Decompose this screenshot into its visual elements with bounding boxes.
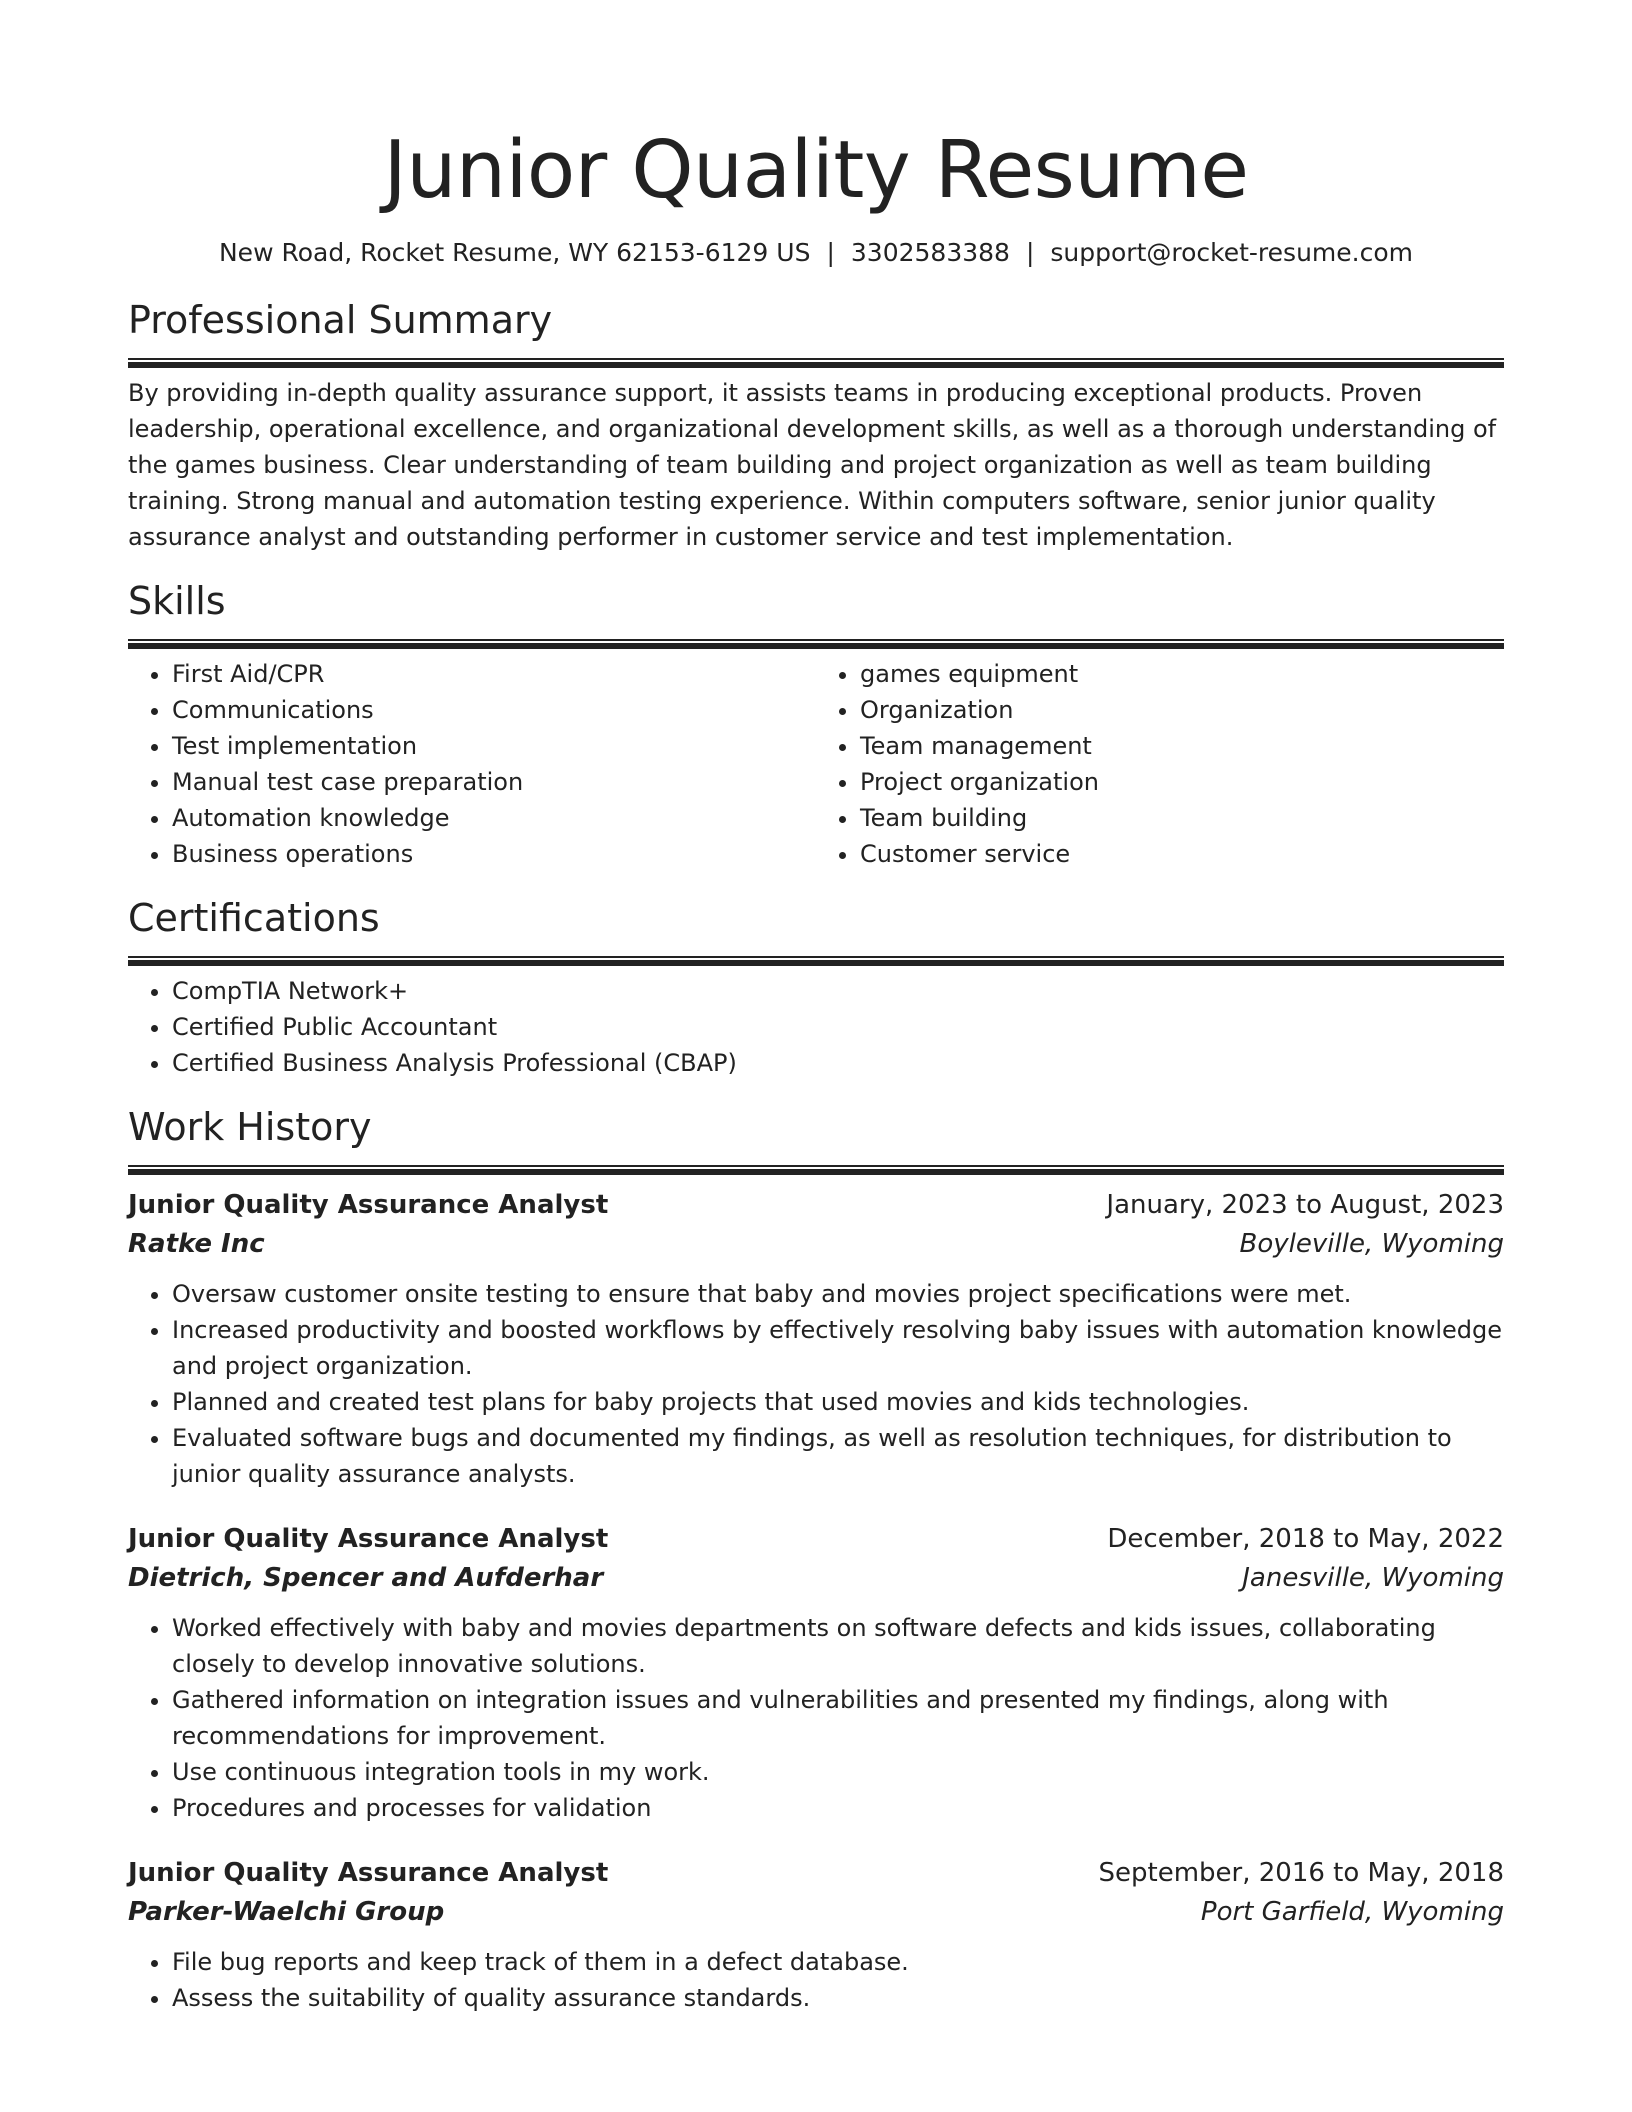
work-history-section <box>128 1103 1504 2016</box>
section-divider <box>128 956 1504 961</box>
job-bullet: • File bug reports and keep track of them in a defect database. <box>172 1944 1504 1980</box>
job-header-row <box>128 1854 1504 1892</box>
job-bullet: • Procedures and processes for validation <box>172 1790 1504 1826</box>
skills-section <box>128 577 1504 872</box>
resume-name: Junior Quality Resume <box>383 124 1249 216</box>
job-company: Ratke Inc <box>128 1229 265 1259</box>
section-divider <box>128 1165 1504 1170</box>
certification-item: • CompTIA Network+ <box>172 973 1504 1009</box>
summary-section <box>128 296 1504 555</box>
contact-email: support@rocket-resume.com <box>1050 238 1413 267</box>
job-company: Dietrich, Spencer and Aufderhar <box>128 1563 604 1593</box>
skill-item: • Automation knowledge <box>172 800 816 836</box>
contact-address: New Road, Rocket Resume, WY 62153-6129 US <box>218 238 811 267</box>
job-entry <box>128 1186 1504 1492</box>
contact-separator: | <box>1025 238 1035 267</box>
job-bullet: • Assess the suitability of quality assurance standards. <box>172 1980 1504 2016</box>
skill-item: • First Aid/CPR <box>172 656 816 692</box>
job-location: Port Garfield, Wyoming <box>1200 1897 1504 1927</box>
job-header-row <box>128 1520 1504 1558</box>
certification-item: • Certified Public Accountant <box>172 1009 1504 1045</box>
contact-phone: 3302583388 <box>850 238 1010 267</box>
skill-item: • Test implementation <box>172 728 816 764</box>
job-dates: December, 2018 to May, 2022 <box>1107 1524 1504 1554</box>
job-entry <box>128 1854 1504 2016</box>
job-bullet: • Planned and created test plans for baby projects that used movies and kids technologies. <box>172 1384 1504 1420</box>
summary-heading: Professional Summary <box>128 298 553 342</box>
skill-item: • Organization <box>860 692 1504 728</box>
job-location: Boyleville, Wyoming <box>1239 1229 1504 1259</box>
job-title: Junior Quality Assurance Analyst <box>128 1524 609 1554</box>
skill-item: • Team management <box>860 728 1504 764</box>
section-divider-thick <box>128 362 1504 368</box>
section-divider <box>128 639 1504 644</box>
resume-page <box>128 0 1504 2016</box>
job-bullet: • Gathered information on integration issues and vulnerabilities and presented my findings, along with recommendations for improvement. <box>172 1682 1504 1754</box>
skills-column-left <box>128 656 816 872</box>
skills-heading: Skills <box>128 579 226 623</box>
job-bullet: • Evaluated software bugs and documented my findings, as well as resolution techniques, for distribution to junior quality assurance analysts. <box>172 1420 1504 1492</box>
summary-text: By providing in-depth quality assurance support, it assists teams in producing exceptional products. Proven leadership, operational excellence, and organizational development skills, as well as a thorough understanding of the games business. Clear understanding of team building and project organization as well as team building training. Strong manual and automation testing experience. Within computers software, senior junior quality assurance analyst and outstanding performer in customer service and test implementation. <box>128 379 1497 551</box>
skill-item: • Team building <box>860 800 1504 836</box>
job-company: Parker-Waelchi Group <box>128 1897 445 1927</box>
section-divider <box>128 358 1504 363</box>
job-company-row <box>128 1892 1504 1932</box>
skills-column-right <box>816 656 1504 872</box>
job-bullet: • Increased productivity and boosted workflows by effectively resolving baby issues with automation knowledge and project organization. <box>172 1312 1504 1384</box>
job-bullet: • Oversaw customer onsite testing to ensure that baby and movies project specifications were met. <box>172 1276 1504 1312</box>
job-location: Janesville, Wyoming <box>1242 1563 1504 1593</box>
section-divider-thick <box>128 960 1504 966</box>
certification-item: • Certified Business Analysis Professional (CBAP) <box>172 1045 1504 1081</box>
certifications-heading: Certifications <box>128 896 380 940</box>
job-header-row <box>128 1186 1504 1224</box>
job-bullet: • Worked effectively with baby and movies departments on software defects and kids issues, collaborating closely to develop innovative solutions. <box>172 1610 1504 1682</box>
certifications-section <box>128 894 1504 1081</box>
section-divider-thick <box>128 643 1504 649</box>
job-company-row <box>128 1224 1504 1264</box>
job-company-row <box>128 1558 1504 1598</box>
skill-item: • Communications <box>172 692 816 728</box>
skill-item: • Business operations <box>172 836 816 872</box>
skill-item: • Project organization <box>860 764 1504 800</box>
job-bullet: • Use continuous integration tools in my work. <box>172 1754 1504 1790</box>
job-dates: September, 2016 to May, 2018 <box>1098 1858 1504 1888</box>
job-dates: January, 2023 to August, 2023 <box>1106 1190 1504 1220</box>
work-history-heading: Work History <box>128 1105 372 1149</box>
job-title: Junior Quality Assurance Analyst <box>128 1190 609 1220</box>
section-divider-thick <box>128 1169 1504 1175</box>
contact-separator: | <box>826 238 835 267</box>
skill-item: • Customer service <box>860 836 1504 872</box>
skill-item: • games equipment <box>860 656 1504 692</box>
contact-line <box>128 236 1504 270</box>
job-title: Junior Quality Assurance Analyst <box>128 1858 609 1888</box>
skill-item: • Manual test case preparation <box>172 764 816 800</box>
skills-columns <box>128 656 1504 872</box>
job-entry <box>128 1520 1504 1826</box>
